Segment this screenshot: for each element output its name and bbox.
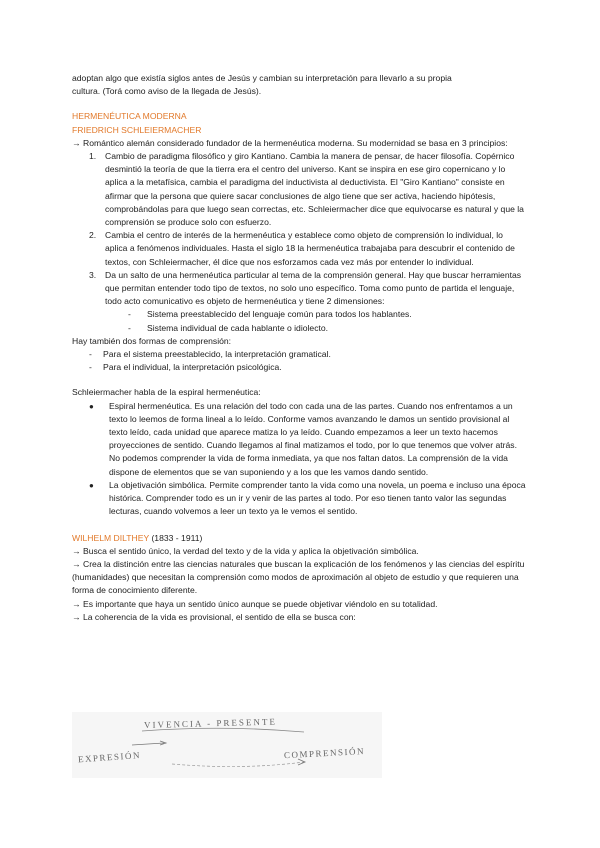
list-number: 1. — [89, 151, 97, 162]
handwritten-diagram — [72, 712, 382, 778]
document-body — [72, 72, 527, 624]
dilthey-point: → Es importante que haya un sentido único aunque se puede objetivar viéndolo en su totalidad. — [72, 598, 438, 609]
list-number: 3. — [89, 269, 97, 280]
schleiermacher-intro: → Romántico alemán considerado fundador de la hermenéutica moderna. Su modernidad se basa en 3 principios: — [72, 137, 508, 148]
sketch-label-left: EXPRESIÓN — [77, 749, 142, 765]
dilthey-point: → Busca el sentido único, la verdad del texto y de la vida y aplica la objetivación simbólica. — [72, 545, 419, 556]
dash-marker: - — [89, 349, 92, 360]
principles-list — [72, 150, 527, 308]
list-item — [72, 269, 527, 309]
list-item — [72, 322, 527, 335]
list-text: Cambio de paradigma filosófico y giro Kantiano. Cambia la manera de pensar, de hacer filosofía. Copérnico desmintió la teoría de que la tierra era el centro del universo. Kant se inspira en ese giro copernicano y lo aplica a la metafísica, cambia el paradigma del inductivista al deductivista. El "Giro Kantiano" consiste en afirmar que la persona que quiere sacar conclusiones de algo tiene que ser activa, haciendo hipótesis, comprobándolas para que luego sean correctas, etc. Schleiermacher dice que equivocarse es natural y que la comprensión se produce solo con esfuerzo. — [105, 151, 524, 228]
list-item — [72, 229, 527, 269]
dimensions-list — [72, 308, 527, 334]
forms-list — [72, 348, 527, 374]
dash-marker: - — [128, 322, 131, 333]
intro-line: cultura. (Torá como aviso de la llegada de Jesús). — [72, 86, 262, 97]
spiral-list — [72, 400, 527, 519]
list-text: Cambia el centro de interés de la hermenéutica y establece como objeto de comprensión lo individual, lo aplica a fenómenos individuales. Hasta el siglo 18 la hermenéutica trabajaba para descubrir el contenido de textos, con Schleiermacher, él dice que nos esforzamos cada vez más por entender lo individual. — [105, 230, 515, 267]
dash-marker: - — [128, 309, 131, 320]
list-item — [72, 361, 527, 374]
dash-marker: - — [89, 362, 92, 373]
list-item — [72, 348, 527, 361]
list-text: Espiral hermenéutica. Es una relación del todo con cada una de las partes. Cuando nos enfrentamos a un texto lo leemos de forma lineal a lo leído. Conforme vamos avanzando le damos un sentido provisional al texto leído, cada unidad que aparece matiza lo ya leído. Cuando empezamos a leer un texto hacemos proyecciones de sentido. Cuando llegamos al final matizamos el todo, por lo que tenemos que volver atrás. No podemos comprender la vida de forma inmediata, ya que nos faltan datos. La comprensión de la vida dispone de elementos que se van suponiendo y a los que les vamos dando sentido. — [109, 400, 517, 477]
list-text: Para el sistema preestablecido, la interpretación gramatical. — [103, 349, 331, 360]
list-text: Da un salto de una hermenéutica particular al tema de la comprensión general. Hay que buscar herramientas que permitan entender todo tipo de textos, no solo uno específico. Toma como punto de partida el lenguaje, todo acto comunicativo es objeto de hermenéutica y tiene 2 dimensiones: — [105, 269, 522, 307]
dilthey-point: → Crea la distinción entre las ciencias naturales que buscan la explicación de los fenómenos y las ciencias del espíritu (humanidades) que necesitan la comprensión como modos de aproximación al objeto de estudio y que requieren una forma de conocimiento diferente. — [72, 558, 525, 596]
dilthey-point: → La coherencia de la vida es provisional, el sentido de ella se busca con: — [72, 611, 356, 622]
list-text: Sistema preestablecido del lenguaje común para todos los hablantes. — [147, 309, 412, 320]
intro-line: adoptan algo que existía siglos antes de Jesús y cambian su interpretación para llevarlo a su propia — [72, 73, 452, 83]
bullet-icon: ● — [89, 480, 94, 490]
dilthey-name: WILHELM DILTHEY — [72, 532, 150, 543]
list-number: 2. — [89, 230, 97, 241]
list-item — [72, 308, 527, 321]
dilthey-years: (1833 - 1911) — [151, 532, 203, 543]
bullet-icon: ● — [89, 401, 94, 411]
sketch-label-top: VIVENCIA - PRESENTE — [143, 716, 278, 731]
list-item — [72, 150, 527, 229]
schleiermacher-heading: FRIEDRICH SCHLEIERMACHER — [72, 124, 202, 135]
section-title: HERMENÉUTICA MODERNA — [72, 111, 187, 122]
list-text: La objetivación simbólica. Permite comprender tanto la vida como una novela, un poema e incluso una época histórica. Comprender todo es un ir y venir de las partes al todo. Por eso tienen tanto valor las segundas lecturas, cuando volvemos a leer un texto ya le vemos el sentido. — [109, 479, 526, 517]
spiral-intro: Schleiermacher habla de la espiral hermenéutica: — [72, 387, 261, 398]
dilthey-heading — [72, 532, 527, 545]
list-text: Sistema individual de cada hablante o idiolecto. — [147, 322, 329, 333]
list-item — [72, 400, 527, 479]
list-item — [72, 479, 527, 519]
forms-intro: Hay también dos formas de comprensión: — [72, 335, 232, 346]
list-text: Para el individual, la interpretación psicológica. — [103, 362, 282, 373]
sketch-label-right: COMPRENSIÓN — [283, 746, 366, 761]
